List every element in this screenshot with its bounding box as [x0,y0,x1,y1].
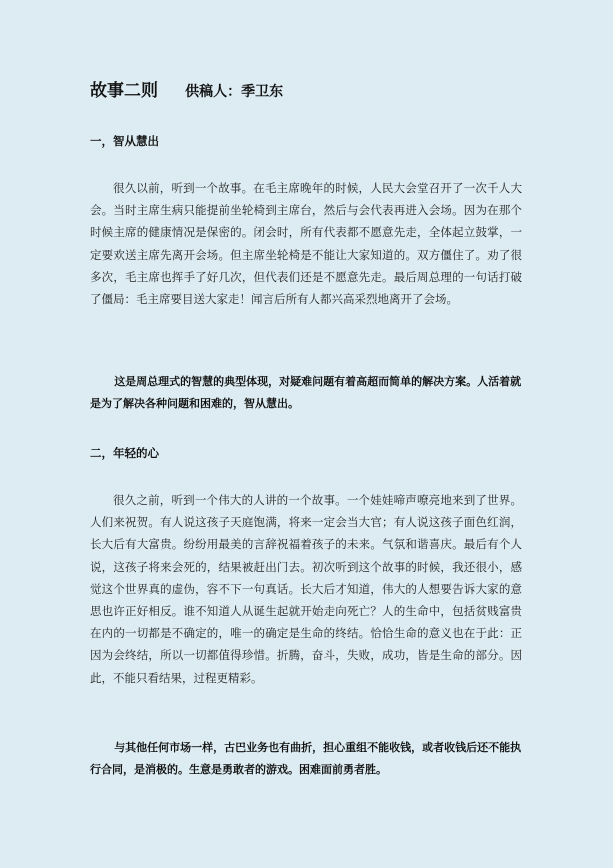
section-2-heading: 二，年轻的心 [90,446,159,460]
section-2-body: 很久之前，听到一个伟大的人讲的一个故事。一个娃娃啼声嘹亮地来到了世界。人们来祝贺。有人说这孩子天庭饱满，将来一定会当大官；有人说这孩子面色红润，长大后有大富贵。纷纷用最美的言辞祝福着孩子的未来。气氛和谐喜庆。最后有个人说，这孩子将来会死的，结果被赶出门去。初次听到这个故事的时候，我还很小，感觉这个世界真的虚伪，容不下一句真话。长大后才知道，伟大的人想要告诉大家的意思也许正好相反。谁不知道人从诞生起就开始走向死亡？人的生命中，包括贫贱富贵在内的一切都是不确定的，唯一的确定是生命的终结。恰恰生命的意义也在于此：正因为会终结，所以一切都值得珍惜。折腾，奋斗，失败，成功，皆是生命的部分。因此，不能只看结果，过程更精彩。 [90,493,522,685]
section-1-heading: 一，智从慧出 [90,134,159,148]
section-1-body: 很久以前，听到一个故事。在毛主席晚年的时候，人民大会堂召开了一次千人大会。当时主席生病只能提前坐轮椅到主席台，然后与会代表再进入会场。因为在那个时候主席的健康情况是保密的。闭会时，所有代表都不愿意先走，全体起立鼓掌，一定要欢送主席先离开会场。但主席坐轮椅是不能让大家知道的。双方僵住了。劝了很多次，毛主席也挥手了好几次，但代表们还是不愿意先走。最后周总理的一句话打破了僵局：毛主席要目送大家走！闻言后所有人都兴高采烈地离开了会场。 [90,181,522,307]
document-author: 供稿人：季卫东 [185,84,284,100]
title-row [90,76,283,101]
section-2-summary: 与其他任何市场一样，古巴业务也有曲折，担心重组不能收钱，或者收钱后还不能执行合同，是消极的。生意是勇敢者的游戏。困难面前勇者胜。 [90,741,522,776]
document-title: 故事二则 [90,81,158,101]
section-1-summary: 这是周总理式的智慧的典型体现，对疑难问题有着高超而简单的解决方案。人活着就是为了解决各种问题和困难的，智从慧出。 [90,375,522,410]
